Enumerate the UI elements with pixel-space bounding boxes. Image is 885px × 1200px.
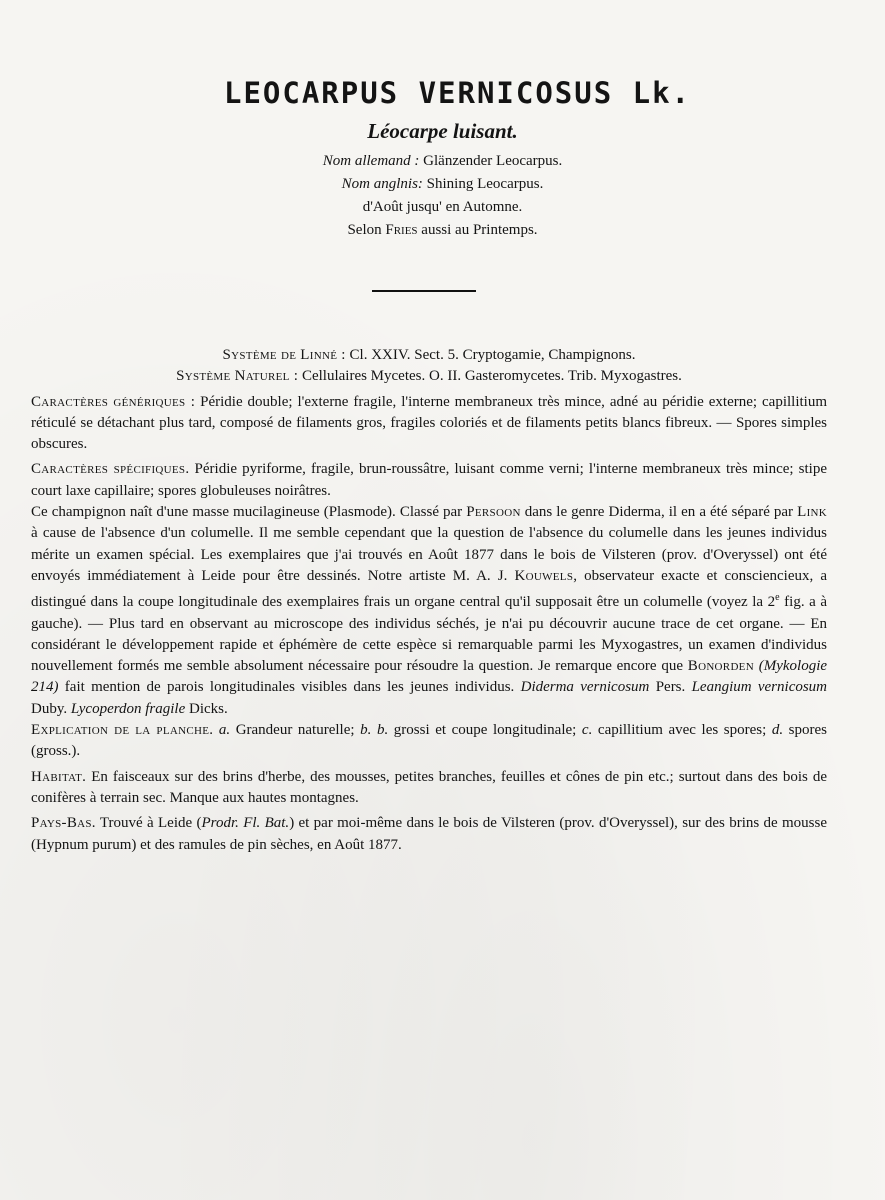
generic-characters-label: Caractères génériques : [31, 393, 196, 410]
fig-d-text: spores (gross.). [31, 722, 827, 760]
fries-pre: Selon [347, 222, 382, 238]
mykologie-ref: (Mykologie 214) [31, 658, 828, 696]
species-title: LEOCARPUS VERNICOSUS Lk. [223, 76, 692, 110]
artist-kouwels: Kouwels [514, 567, 574, 584]
german-name-value: Glänzender Leocarpus. [423, 153, 563, 169]
fig-c-label: c. [581, 722, 593, 739]
synonym-2-author: Duby. [31, 700, 68, 717]
habitat-paragraph [31, 767, 827, 810]
english-name-line [0, 173, 885, 196]
fig-b-text: grossi et coupe longitudinale; [393, 722, 577, 739]
specific-characters-text: Péridie pyriforme, fragile, brun-roussâtre, luisant comme verni; l'interne membraneux très mince; stipe court laxe capillaire; spores globuleuses noirâtres. [31, 461, 828, 499]
description-paragraph [31, 502, 827, 720]
plate-explanation-paragraph [31, 720, 827, 763]
french-name: Léocarpe luisant. [367, 119, 518, 143]
netherlands-text-2: ) et par moi-même dans le bois de Vilsteren (prov. d'Overyssel), sur des brins de mousse (Hypnum purum) et des ramules de pin sèches, en Août 1877. [31, 815, 828, 853]
natural-label: Système Naturel : [176, 368, 299, 385]
natural-system-line [31, 366, 827, 387]
divider-rule [372, 290, 476, 292]
synonym-3-author: Dicks. [189, 700, 228, 717]
synonym-2: Leangium vernicosum [691, 679, 828, 696]
linne-text: Cl. XXIV. Sect. 5. Cryptogamie, Champignons. [349, 347, 636, 363]
synonym-3: Lycoperdon fragile [70, 700, 186, 717]
description-text-3: à cause de l'absence d'un columelle. Il me semble cependant que la question de l'absence du columelle dans les jeunes individus mérite un examen spécial. Les exemplaires que j'ai trouvés en Août 1877 dans le bois de Vilsteren (prov. d'Overyssel) ont été envoyés immédiatement à Leide pour être dessinés. Notre artiste M. A. J. [31, 525, 827, 584]
description-text-1: Ce champignon naît d'une masse mucilagineuse (Plasmode). Classé par [31, 504, 463, 521]
fries-line [0, 219, 885, 242]
netherlands-text-1: Trouvé à Leide ( [99, 815, 202, 832]
plate-explanation-label: Explication de la planche. [31, 722, 214, 739]
fig-b-label: b. b. [360, 722, 389, 739]
description-text-2: dans le genre Diderma, il en a été séparé par [524, 504, 794, 521]
synonym-1: Diderma vernicosum [520, 679, 650, 696]
linne-system-line [31, 345, 827, 366]
fig-c-text: capillitium avec les spores; [597, 722, 767, 739]
german-name-line [0, 150, 885, 173]
season-line: d'Août jusqu' en Automne. [362, 199, 523, 215]
description-text-6: fait mention de parois longitudinales visibles dans les jeunes individus. [64, 679, 515, 696]
description-text-4: , observateur exacte et consciencieux, a distingué dans la coupe longitudinale des exemplaires frais un organe central qu'il supposait être un columelle (voyez la 2 [31, 567, 827, 611]
specific-characters-label: Caractères spécifiques. [31, 461, 190, 478]
natural-text: Cellulaires Mycetes. O. II. Gasteromycetes. Trib. Myxogastres. [301, 368, 682, 385]
superscript-e: e [775, 592, 780, 604]
page-body [31, 345, 827, 856]
netherlands-paragraph [31, 813, 827, 856]
page-header [0, 76, 885, 242]
english-name-label: Nom anglnis: [341, 176, 423, 192]
synonym-1-author: Pers. [655, 679, 686, 696]
author-bonorden: Bonorden [687, 658, 754, 675]
prodromus-ref: Prodr. Fl. Bat. [201, 815, 290, 832]
fig-a-text: Grandeur naturelle; [235, 722, 355, 739]
description-text-5: fig. a à gauche). — Plus tard en observant au microscope des individus séchés, je n'ai pu découvrir aucune trace de cet organe. — En considérant le développement rapide et éphémère de cette espèce si remarquable parmi les Myxogastres, un examen d'individus nouvellement formés me semble absolument nécessaire pour résoudre la question. Je remarque encore que [31, 594, 828, 675]
habitat-label: Habitat. [31, 768, 87, 785]
specific-characters-paragraph [31, 459, 827, 502]
author-link: Link [797, 504, 828, 521]
english-name-value: Shining Leocarpus. [426, 176, 544, 192]
generic-characters-paragraph [31, 392, 827, 456]
fig-a-label: a. [218, 722, 231, 739]
fries-post: aussi au Printemps. [421, 222, 538, 238]
netherlands-label: Pays-Bas. [31, 815, 96, 832]
fig-d-label: d. [771, 722, 784, 739]
generic-characters-text: Péridie double; l'externe fragile, l'interne membraneux très mince, adné au péridie externe; capillitium réticulé se détachant plus tard, composé de filaments gros, fragiles coloriés et de filaments petits blancs fibreux. — Spores simples obscures. [31, 393, 827, 453]
author-persoon: Persoon [466, 504, 521, 521]
fries-name: Fries [385, 222, 418, 238]
german-name-label: Nom allemand : [322, 153, 420, 169]
linne-label: Système de Linné : [222, 347, 346, 363]
habitat-text: En faisceaux sur des brins d'herbe, des mousses, petites branches, feuilles et cônes de pin etc.; surtout dans des bois de conifères à terrain sec. Manque aux hautes montagnes. [31, 768, 827, 806]
